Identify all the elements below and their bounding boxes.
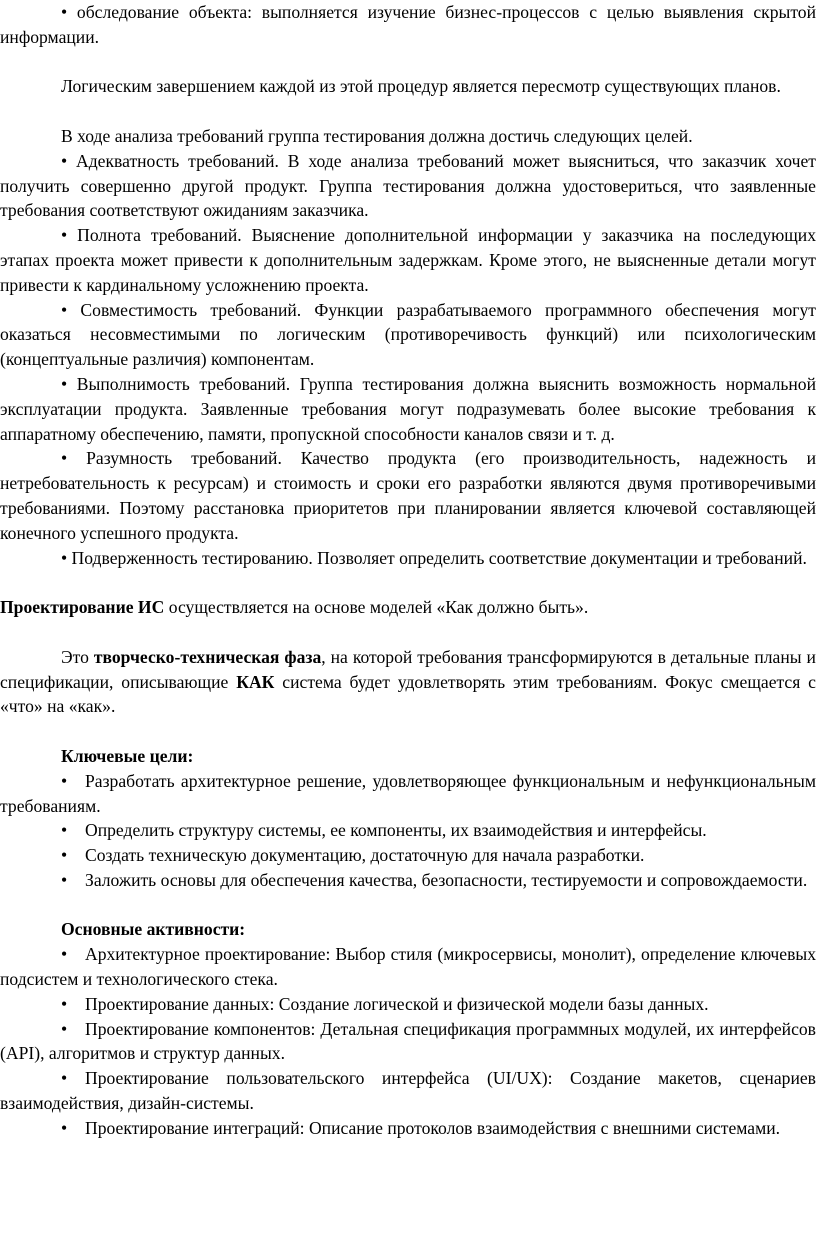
intro-text-2: , на которой требования трансформируются в детальные планы и спецификации, описывающие <box>0 646 816 692</box>
list-item: • Проектирование данных: Создание логической и физической модели базы данных. <box>0 992 816 1017</box>
goal-feasibility: • Выполнимость требований. Группа тестирования должна выяснить возможность нормальной эксплуатации продукта. Заявленные требования могут подразумевать более высокие требования к аппаратному обеспечению, памяти, пропускной способности каналов связи и т. д. <box>0 373 816 444</box>
paragraph-design-phase <box>0 645 816 719</box>
list-item: • Проектирование интеграций: Описание протоколов взаимодействия с внешними системами. <box>0 1116 816 1141</box>
paragraph-object-survey: • обследование объекта: выполняется изучение бизнес-процессов с целью выявления скрытой информации. <box>0 2 816 47</box>
design-text: осуществляется на основе моделей «Как должно быть». <box>164 597 589 618</box>
intro-bold-how: КАК <box>236 671 275 692</box>
design-term: Проектирование ИС <box>0 597 165 618</box>
list-item: • Разработать архитектурное решение, удовлетворяющее функциональным и нефункциональным требованиям. <box>0 769 816 819</box>
goal-reasonableness: • Разумность требований. Качество продукта (его производительность, надежность и нетребовательность к ресурсам) и стоимость и сроки его разработки являются двумя противоречивыми требованиями. Поэтому расстановка приоритетов при планировании является ключевой составляющей конечного успешного продукта. <box>0 448 816 543</box>
key-goals-list <box>0 769 816 893</box>
paragraph-logical-conclusion: Логическим завершением каждой из этой процедур является пересмотр существующих планов. <box>61 76 781 97</box>
list-item: • Определить структуру системы, ее компоненты, их взаимодействия и интерфейсы. <box>0 818 816 843</box>
intro-text-1: Это <box>61 646 94 667</box>
paragraph-design-definition <box>0 595 816 620</box>
intro-bold-phase: творческо-техническая фаза <box>93 646 322 667</box>
list-item: • Заложить основы для обеспечения качества, безопасности, тестируемости и сопровождаемости. <box>0 868 816 893</box>
key-goals-title: Ключевые цели: <box>61 745 194 766</box>
list-item: • Архитектурное проектирование: Выбор стиля (микросервисы, монолит), определение ключевых подсистем и технологического стека. <box>0 942 816 992</box>
key-goals-heading <box>0 744 816 769</box>
list-item: • Проектирование пользовательского интерфейса (UI/UX): Создание макетов, сценариев взаимодействия, дизайн-системы. <box>0 1066 816 1116</box>
list-item: • Проектирование компонентов: Детальная спецификация программных модулей, их интерфейсов (API), алгоритмов и структур данных. <box>0 1017 816 1067</box>
activities-title: Основные активности: <box>61 919 246 940</box>
paragraph-analysis-goals-intro: В ходе анализа требований группа тестирования должна достичь следующих целей. <box>61 125 693 146</box>
goal-completeness: • Полнота требований. Выяснение дополнительной информации у заказчика на последующих этапах проекта может привести к дополнительным задержкам. Кроме этого, не выясненные детали могут привести к кардинальному усложнению проекта. <box>0 225 816 295</box>
goal-testability: • Подверженность тестированию. Позволяет определить соответствие документации и требований. <box>61 547 807 568</box>
goal-compatibility: • Совместимость требований. Функции разрабатываемого программного обеспечения могут оказаться несовместимыми по логическим (противоречивость функций) или психологическим (концептуальные различия) компонентам. <box>0 299 816 370</box>
intro-text-3: система будет удовлетворять этим требованиям. Фокус смещается с «что» на «как». <box>0 671 816 717</box>
activities-heading <box>0 917 816 942</box>
goal-adequacy: • Адекватность требований. В ходе анализа требований может выясниться, что заказчик хочет получить совершенно другой продукт. Группа тестирования должна удостовериться, что заявленные требования соответствуют ожиданиям заказчика. <box>0 150 816 221</box>
list-item: • Создать техническую документацию, достаточную для начала разработки. <box>0 843 816 868</box>
activities-list <box>0 942 816 1140</box>
